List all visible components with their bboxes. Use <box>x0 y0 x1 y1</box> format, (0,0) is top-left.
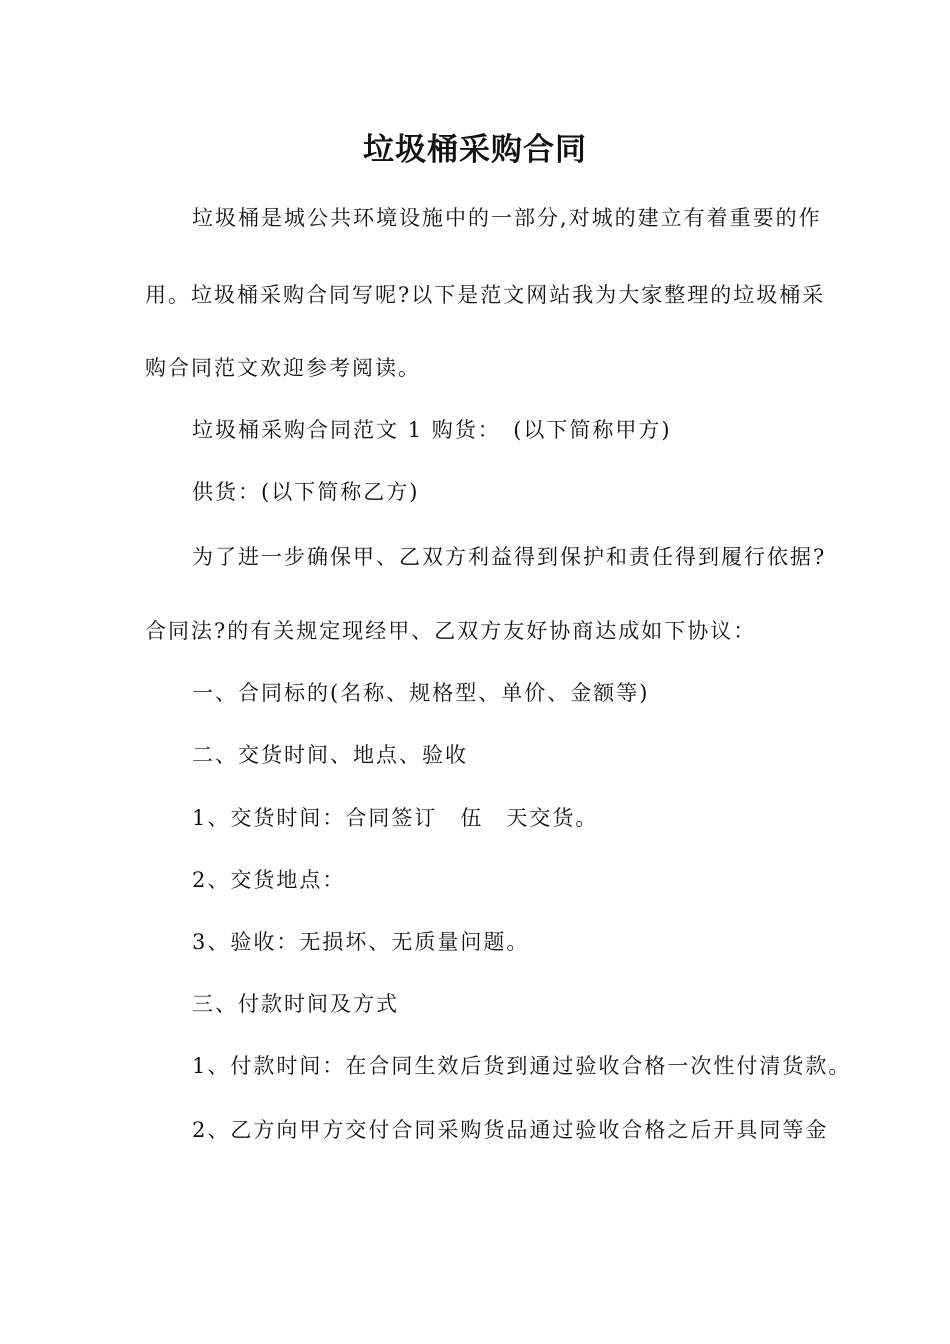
paragraph-line: 垃圾桶是城公共环境设施中的一部分,对城的建立有着重要的作 <box>192 206 822 230</box>
clause-heading: 三、付款时间及方式 <box>192 992 399 1016</box>
paragraph-line: 垃圾桶采购合同范文 1 购货： (以下简称甲方) <box>192 418 672 442</box>
paragraph-line: 供货：(以下简称乙方) <box>192 480 420 504</box>
paragraph-line: 购合同范文欢迎参考阅读。 <box>145 356 421 380</box>
clause-item: 2、交货地点： <box>192 868 346 892</box>
paragraph-line: 合同法?的有关规定现经甲、乙双方友好协商达成如下协议： <box>145 619 757 643</box>
clause-heading: 二、交货时间、地点、验收 <box>192 743 468 767</box>
paragraph-line: 为了进一步确保甲、乙双方利益得到保护和责任得到履行依据? <box>192 545 827 569</box>
clause-item: 1、付款时间：在合同生效后货到通过验收合格一次性付清货款。 <box>192 1054 852 1078</box>
clause-item: 2、乙方向甲方交付合同采购货品通过验收合格之后开具同等金 <box>192 1118 829 1142</box>
clause-heading: 一、合同标的(名称、规格型、单价、金额等) <box>192 681 650 705</box>
clause-item: 3、验收：无损坏、无质量问题。 <box>192 930 530 954</box>
clause-item: 1、交货时间：合同签订 伍 天交货。 <box>192 806 599 830</box>
paragraph-line: 用。垃圾桶采购合同写呢?以下是范文网站我为大家整理的垃圾桶采 <box>145 283 826 307</box>
document-title: 垃圾桶采购合同 <box>363 132 587 168</box>
